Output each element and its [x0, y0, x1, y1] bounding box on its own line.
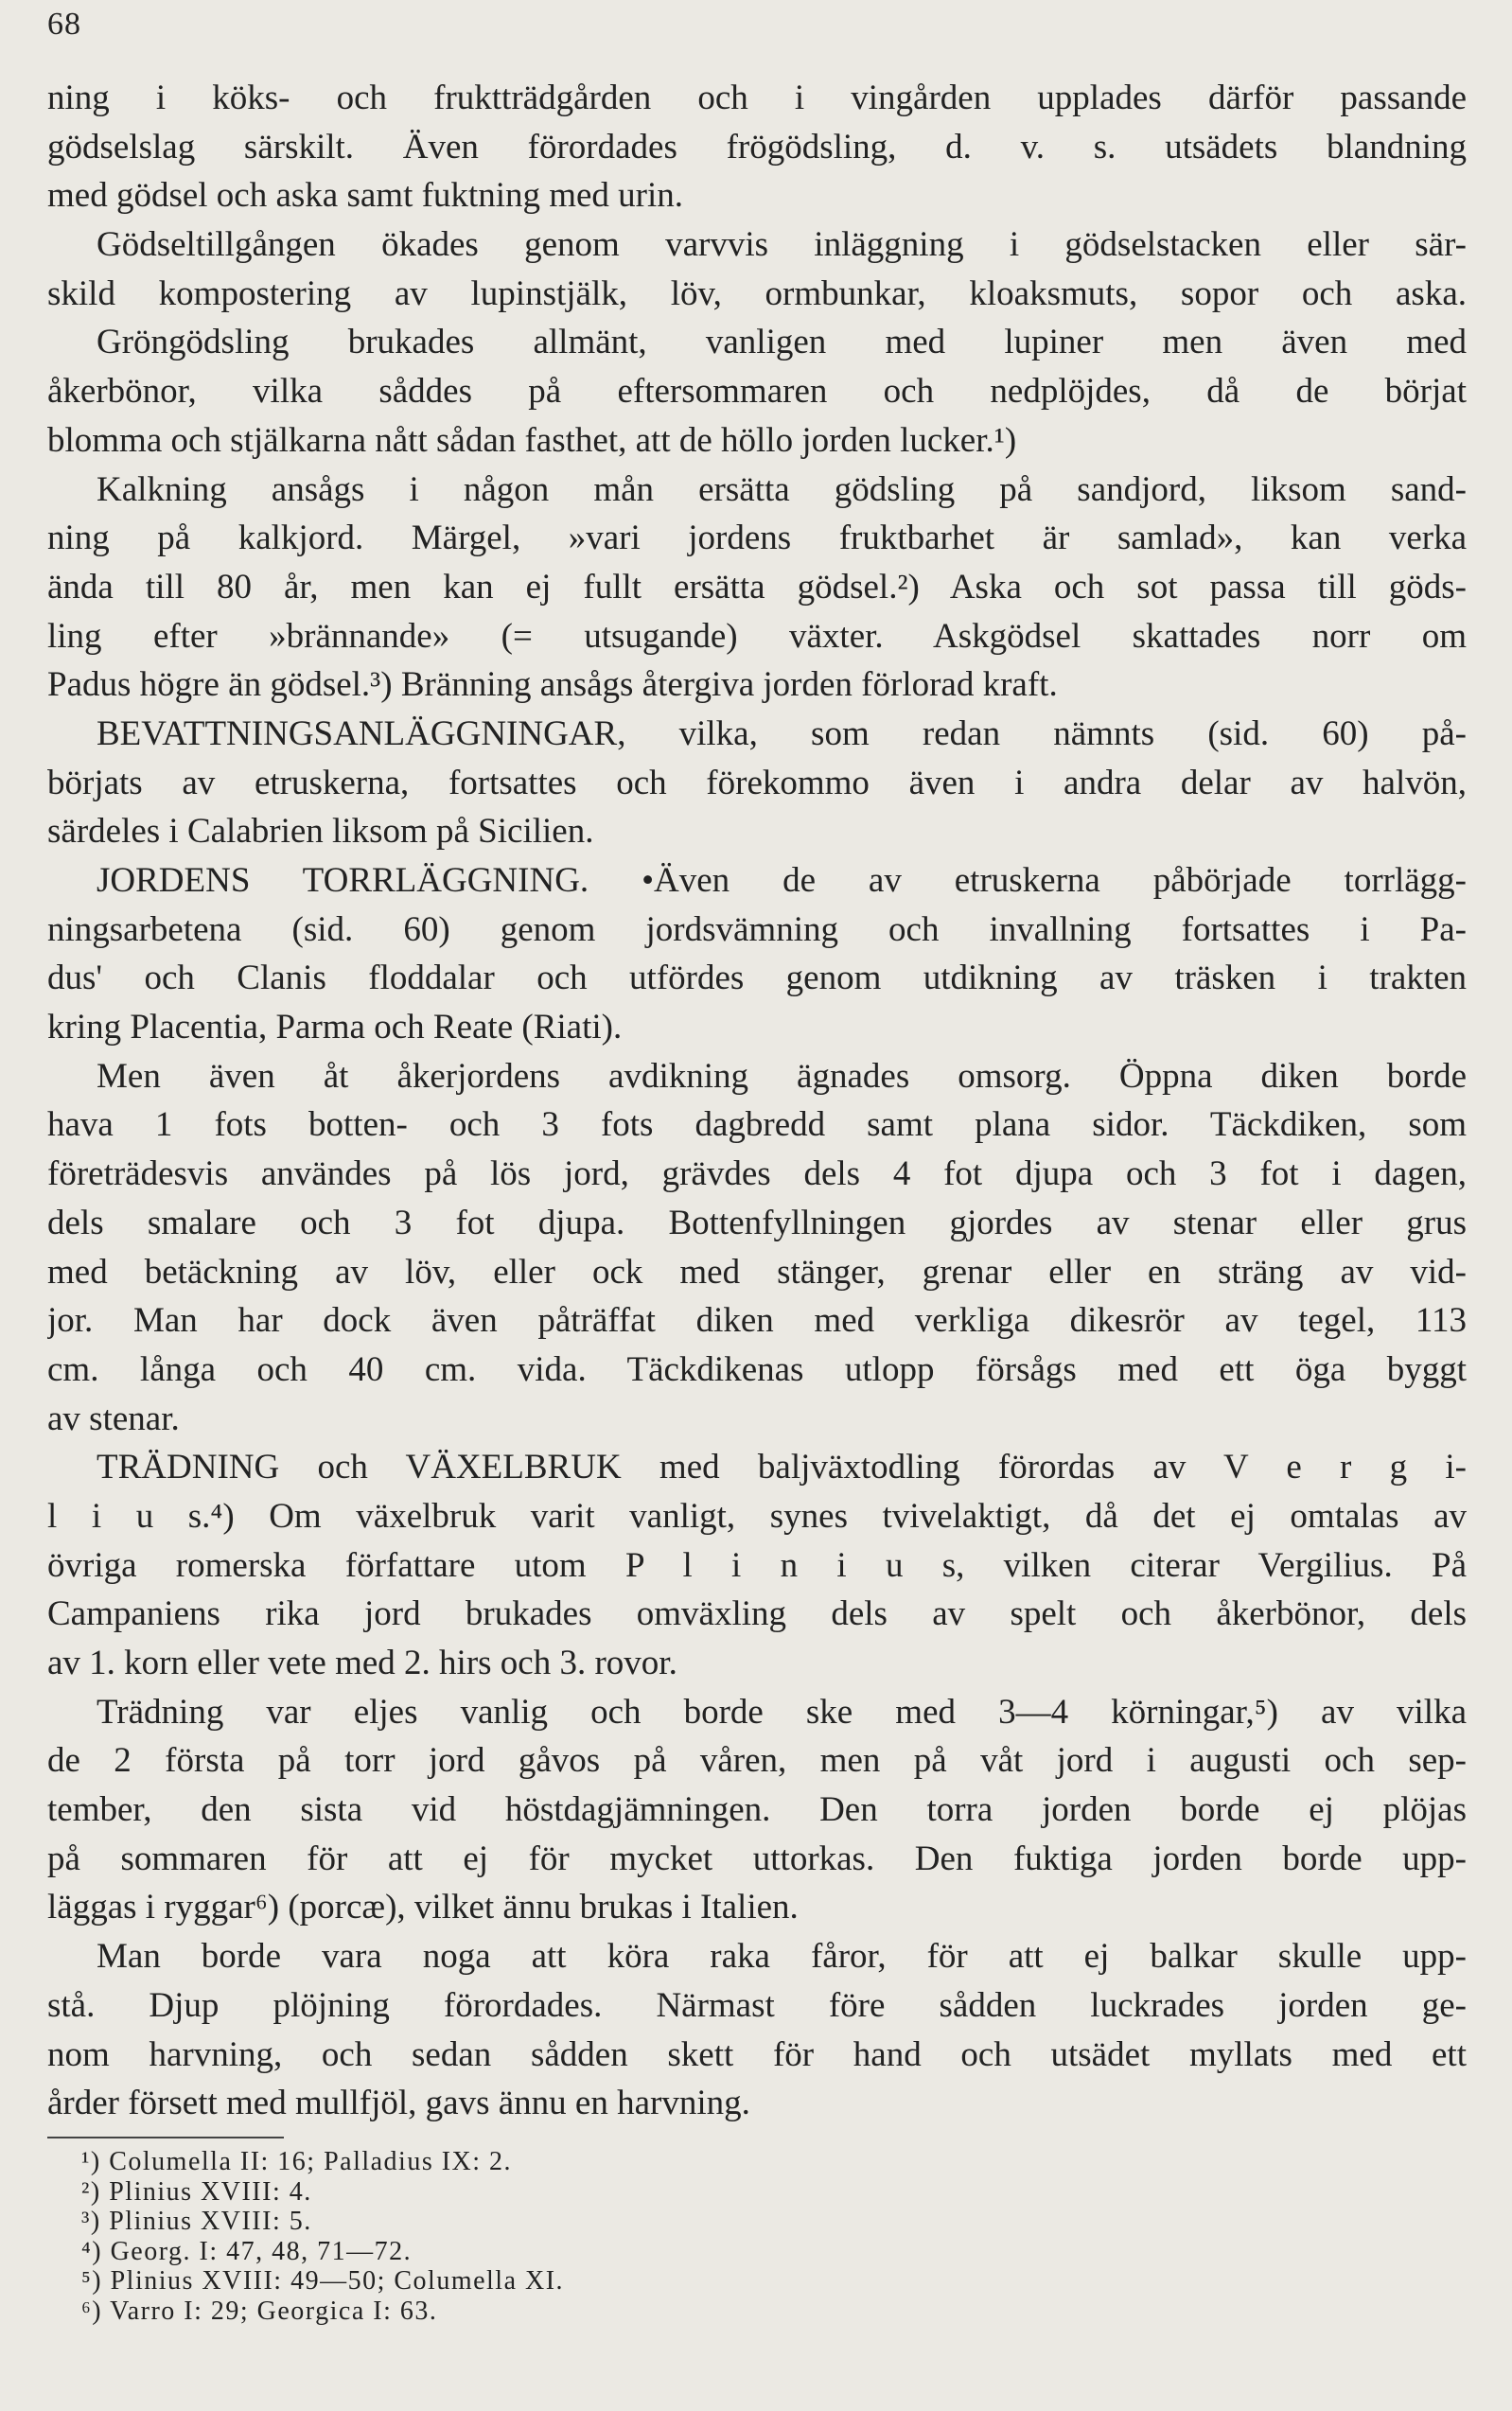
text-line: Gödseltillgången ökades genom varvvis inläggning i gödselstacken eller sär-: [97, 225, 1467, 265]
text-line: ling efter »brännande» (= utsugande) växter. Askgödsel skattades norr om: [47, 616, 1467, 656]
text-line: stå. Djup plöjning förordades. Närmast före sådden luckrades jorden ge-: [47, 1985, 1467, 2025]
text-line: Trädning var eljes vanlig och borde ske med 3—4 körningar,⁵) av vilka: [97, 1692, 1467, 1732]
text-line: ning i köks- och fruktträdgården och i vingården upplades därför passande: [47, 79, 1467, 117]
text-line: hava 1 fots botten- och 3 fots dagbredd samt plana sidor. Täckdiken, som: [47, 1105, 1467, 1145]
text-line: l i u s.⁴) Om växelbruk varit vanligt, synes tvivelaktigt, då det ej omtalas av: [47, 1496, 1467, 1536]
text-line: årder försett med mullfjöl, gavs ännu en harvning.: [47, 2084, 750, 2123]
text-line: av 1. korn eller vete med 2. hirs och 3. rovor.: [47, 1644, 677, 1682]
text-line: läggas i ryggar⁶) (porcæ), vilket ännu brukas i Italien.: [47, 1888, 799, 1927]
text-line: Men även åt åkerjordens avdikning ägnades omsorg. Öppna diken borde: [97, 1056, 1467, 1096]
text-line: kring Placentia, Parma och Reate (Riati).: [47, 1008, 623, 1047]
footnote: ²) Plinius XVIII: 4.: [81, 2176, 312, 2207]
text-line: TRÄDNING och VÄXELBRUK med baljväxtodling förordas av V e r g i-: [97, 1448, 1467, 1487]
footnote: ³) Plinius XVIII: 5.: [81, 2207, 312, 2237]
text-line: nom harvning, och sedan sådden skett för hand och utsädet myllats med ett: [47, 2034, 1467, 2074]
footnotes: [81, 2147, 564, 2327]
text-line: skild kompostering av lupinstjälk, löv, ormbunkar, kloaksmuts, sopor och aska.: [47, 273, 1467, 313]
footnote: ¹) Columella II: 16; Palladius IX: 2.: [81, 2147, 513, 2176]
text-line: BEVATTNINGSANLÄGGNINGAR, vilka, som redan nämnts (sid. 60) på-: [97, 713, 1467, 753]
text-line: de 2 första på torr jord gåvos på våren, men på våt jord i augusti och sep-: [47, 1741, 1467, 1781]
footnote: ⁵) Plinius XVIII: 49—50; Columella XI.: [81, 2266, 565, 2297]
text-line: Kalkning ansågs i någon mån ersätta gödsling på sandjord, liksom sand-: [97, 469, 1467, 509]
text-line: dels smalare och 3 fot djupa. Bottenfyllningen gjordes av stenar eller grus: [47, 1203, 1467, 1242]
text-line: JORDENS TORRLÄGGNING. •Även de av etruskerna påbörjade torrlägg-: [97, 861, 1467, 900]
footnote: ⁴) Georg. I: 47, 48, 71—72.: [81, 2236, 413, 2266]
text-line: Campaniens rika jord brukades omväxling dels av spelt och åkerbönor, dels: [47, 1594, 1467, 1634]
footnote-divider: [47, 2137, 284, 2138]
text-line: Gröngödsling brukades allmänt, vanligen med lupiner men även med: [97, 323, 1467, 362]
footnote: ⁶) Varro I: 29; Georgica I: 63.: [81, 2296, 438, 2326]
text-line: med gödsel och aska samt fuktning med urin.: [47, 176, 684, 216]
body-text: [47, 74, 1467, 2128]
text-line: övriga romerska författare utom P l i n i u s, vilken citerar Vergilius. På: [47, 1545, 1467, 1585]
text-line: blomma och stjälkarna nått sådan fasthet, att de höllo jorden lucker.¹): [47, 420, 1017, 460]
text-line: jor. Man har dock även påträffat diken med verkliga dikesrör av tegel, 113: [47, 1301, 1467, 1341]
text-line: tember, den sista vid höstdagjämningen. Den torra jorden borde ej plöjas: [47, 1790, 1467, 1830]
text-line: ända till 80 år, men kan ej fullt ersätta gödsel.²) Aska och sot passa till göds-: [47, 567, 1467, 607]
text-line: företrädesvis användes på lös jord, grävdes dels 4 fot djupa och 3 fot i dagen,: [47, 1154, 1467, 1194]
text-line: cm. långa och 40 cm. vida. Täckdikenas utlopp försågs med ett öga byggt: [47, 1349, 1467, 1389]
text-line: börjats av etruskerna, fortsattes och förekommo även i andra delar av halvön,: [47, 763, 1467, 802]
text-line: med betäckning av löv, eller ock med stänger, grenar eller en sträng av vid-: [47, 1252, 1467, 1292]
text-line: särdeles i Calabrien liksom på Sicilien.: [47, 812, 594, 852]
text-line: Padus högre än gödsel.³) Bränning ansågs återgiva jorden förlorad kraft.: [47, 665, 1058, 705]
page-number: 68: [47, 7, 81, 42]
text-line: på sommaren för att ej för mycket uttorkas. Den fuktiga jorden borde upp-: [47, 1839, 1467, 1878]
text-line: ning på kalkjord. Märgel, »vari jordens fruktbarhet är samlad», kan verka: [47, 519, 1467, 558]
text-line: av stenar.: [47, 1399, 180, 1438]
text-line: ningsarbetena (sid. 60) genom jordsvämning och invallning fortsattes i Pa-: [47, 909, 1467, 949]
text-line: Man borde vara noga att köra raka fåror, för att ej balkar skulle upp-: [97, 1937, 1467, 1977]
text-line: åkerbönor, vilka såddes på eftersommaren och nedplöjdes, då de börjat: [47, 372, 1467, 412]
text-line: gödselslag särskilt. Även förordades frögödsling, d. v. s. utsädets blandning: [47, 127, 1467, 167]
text-line: dus' och Clanis floddalar och utfördes genom utdikning av träsken i trakten: [47, 959, 1467, 998]
